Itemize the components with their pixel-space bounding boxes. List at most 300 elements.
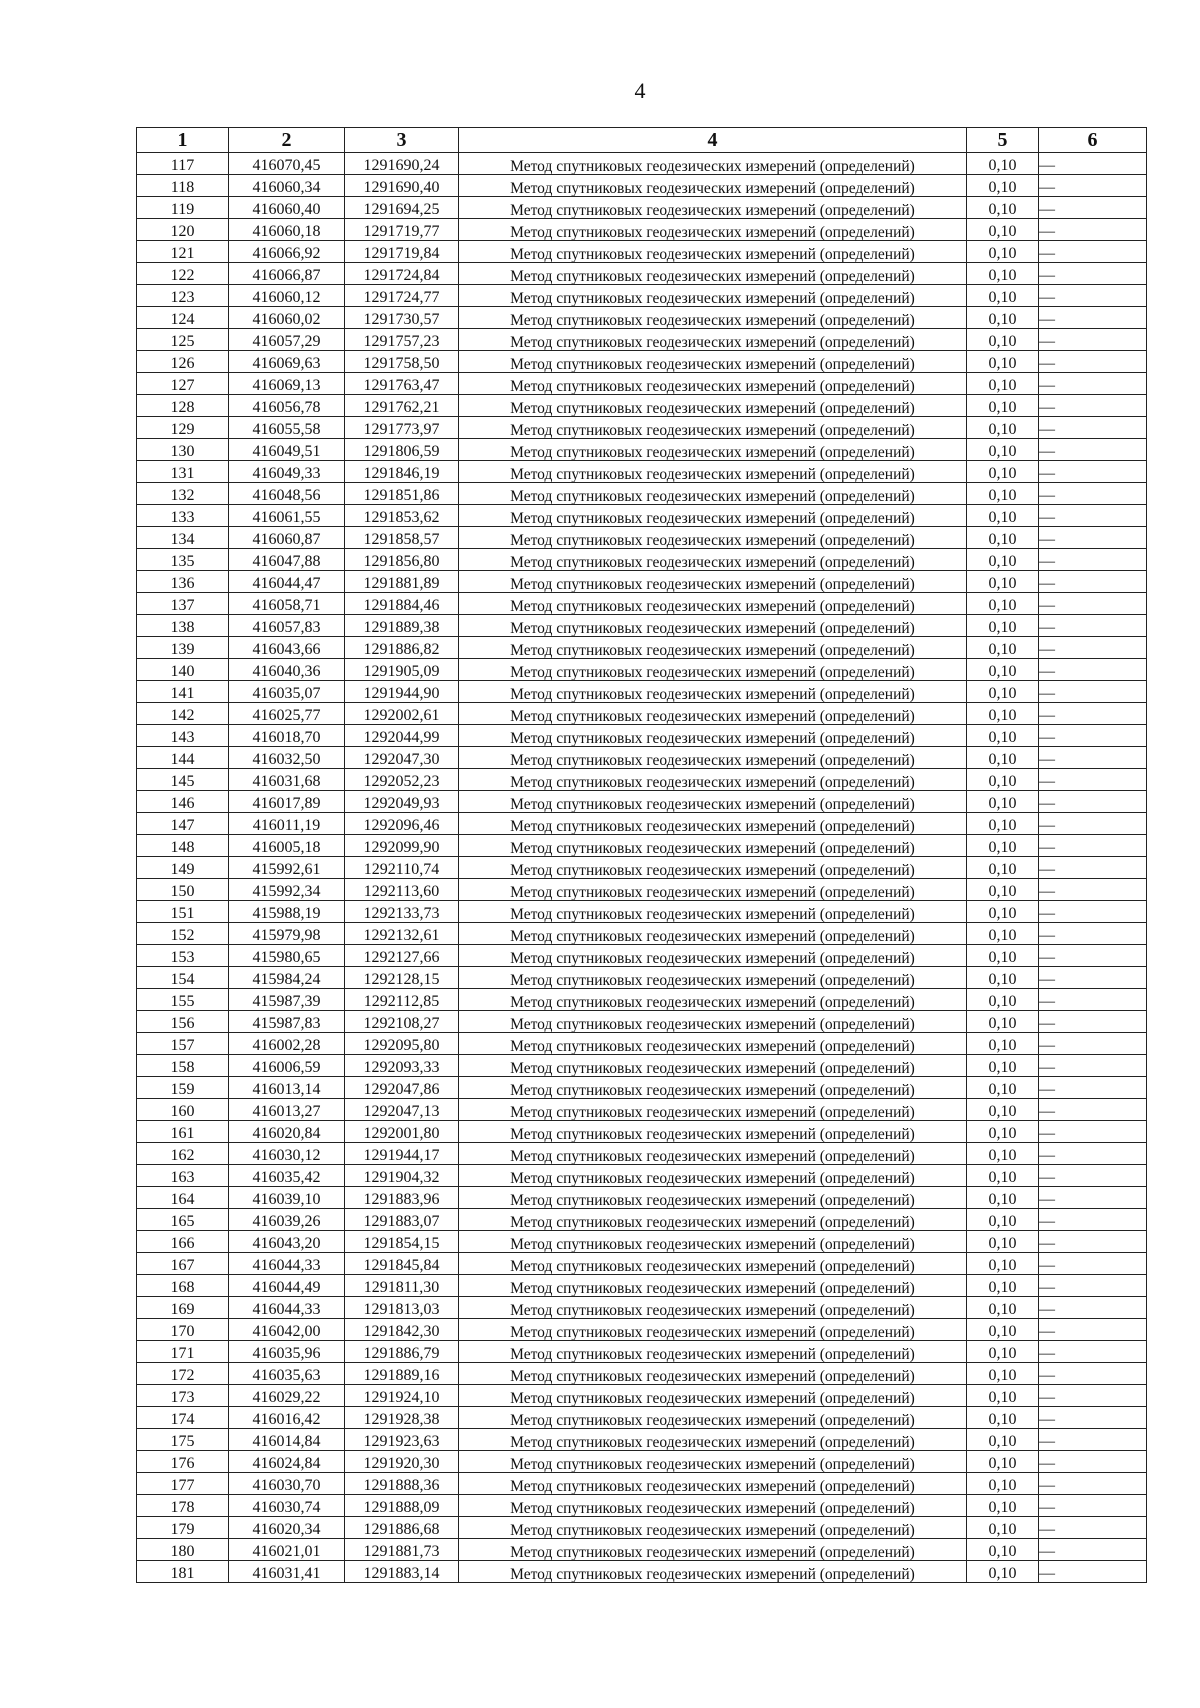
cell-note: — xyxy=(1039,1275,1147,1297)
cell-method: Метод спутниковых геодезических измерений (определений) xyxy=(459,1231,967,1253)
cell-y-coordinate: 1291690,24 xyxy=(345,153,459,175)
cell-method: Метод спутниковых геодезических измерений (определений) xyxy=(459,703,967,725)
cell-method: Метод спутниковых геодезических измерений (определений) xyxy=(459,1209,967,1231)
cell-x-coordinate: 416042,00 xyxy=(229,1319,345,1341)
cell-x-coordinate: 416032,50 xyxy=(229,747,345,769)
cell-note: — xyxy=(1039,879,1147,901)
cell-method: Метод спутниковых геодезических измерений (определений) xyxy=(459,813,967,835)
table-row xyxy=(137,879,1147,901)
header-col-2: 2 xyxy=(229,128,345,153)
cell-point-number: 145 xyxy=(137,769,229,791)
cell-x-coordinate: 416035,42 xyxy=(229,1165,345,1187)
cell-method: Метод спутниковых геодезических измерений (определений) xyxy=(459,1429,967,1451)
cell-method: Метод спутниковых геодезических измерений (определений) xyxy=(459,835,967,857)
cell-note: — xyxy=(1039,725,1147,747)
cell-method: Метод спутниковых геодезических измерений (определений) xyxy=(459,1539,967,1561)
cell-accuracy: 0,10 xyxy=(967,1011,1039,1033)
cell-y-coordinate: 1291858,57 xyxy=(345,527,459,549)
table-row xyxy=(137,439,1147,461)
cell-point-number: 129 xyxy=(137,417,229,439)
cell-x-coordinate: 416035,96 xyxy=(229,1341,345,1363)
cell-point-number: 150 xyxy=(137,879,229,901)
table-row xyxy=(137,197,1147,219)
cell-point-number: 167 xyxy=(137,1253,229,1275)
cell-x-coordinate: 416030,74 xyxy=(229,1495,345,1517)
cell-point-number: 122 xyxy=(137,263,229,285)
table-row xyxy=(137,1209,1147,1231)
cell-accuracy: 0,10 xyxy=(967,1055,1039,1077)
cell-method: Метод спутниковых геодезических измерений (определений) xyxy=(459,967,967,989)
cell-note: — xyxy=(1039,659,1147,681)
cell-method: Метод спутниковых геодезических измерений (определений) xyxy=(459,681,967,703)
cell-x-coordinate: 415992,34 xyxy=(229,879,345,901)
cell-note: — xyxy=(1039,153,1147,175)
cell-x-coordinate: 416044,33 xyxy=(229,1253,345,1275)
header-col-1: 1 xyxy=(137,128,229,153)
cell-point-number: 176 xyxy=(137,1451,229,1473)
cell-note: — xyxy=(1039,901,1147,923)
cell-y-coordinate: 1292093,33 xyxy=(345,1055,459,1077)
cell-method: Метод спутниковых геодезических измерений (определений) xyxy=(459,1495,967,1517)
cell-y-coordinate: 1291881,73 xyxy=(345,1539,459,1561)
table-row xyxy=(137,1539,1147,1561)
cell-method: Метод спутниковых геодезических измерений (определений) xyxy=(459,1451,967,1473)
cell-method: Метод спутниковых геодезических измерений (определений) xyxy=(459,1407,967,1429)
cell-point-number: 141 xyxy=(137,681,229,703)
cell-y-coordinate: 1291886,79 xyxy=(345,1341,459,1363)
cell-accuracy: 0,10 xyxy=(967,1451,1039,1473)
table-row xyxy=(137,1473,1147,1495)
cell-x-coordinate: 416020,34 xyxy=(229,1517,345,1539)
cell-accuracy: 0,10 xyxy=(967,1341,1039,1363)
cell-x-coordinate: 416048,56 xyxy=(229,483,345,505)
table-row xyxy=(137,857,1147,879)
cell-x-coordinate: 415984,24 xyxy=(229,967,345,989)
cell-point-number: 179 xyxy=(137,1517,229,1539)
cell-accuracy: 0,10 xyxy=(967,703,1039,725)
cell-y-coordinate: 1291883,96 xyxy=(345,1187,459,1209)
cell-accuracy: 0,10 xyxy=(967,989,1039,1011)
cell-note: — xyxy=(1039,857,1147,879)
cell-y-coordinate: 1292127,66 xyxy=(345,945,459,967)
cell-y-coordinate: 1291944,90 xyxy=(345,681,459,703)
cell-x-coordinate: 416044,49 xyxy=(229,1275,345,1297)
cell-point-number: 153 xyxy=(137,945,229,967)
cell-method: Метод спутниковых геодезических измерений (определений) xyxy=(459,1363,967,1385)
table-row xyxy=(137,747,1147,769)
cell-note: — xyxy=(1039,1055,1147,1077)
cell-accuracy: 0,10 xyxy=(967,153,1039,175)
cell-x-coordinate: 416017,89 xyxy=(229,791,345,813)
cell-accuracy: 0,10 xyxy=(967,1297,1039,1319)
cell-method: Метод спутниковых геодезических измерений (определений) xyxy=(459,549,967,571)
cell-accuracy: 0,10 xyxy=(967,879,1039,901)
cell-method: Метод спутниковых геодезических измерений (определений) xyxy=(459,1099,967,1121)
cell-x-coordinate: 416057,29 xyxy=(229,329,345,351)
cell-y-coordinate: 1291853,62 xyxy=(345,505,459,527)
cell-point-number: 133 xyxy=(137,505,229,527)
cell-method: Метод спутниковых геодезических измерений (определений) xyxy=(459,725,967,747)
cell-y-coordinate: 1292132,61 xyxy=(345,923,459,945)
cell-point-number: 130 xyxy=(137,439,229,461)
cell-point-number: 119 xyxy=(137,197,229,219)
cell-point-number: 164 xyxy=(137,1187,229,1209)
cell-method: Метод спутниковых геодезических измерений (определений) xyxy=(459,527,967,549)
cell-method: Метод спутниковых геодезических измерений (определений) xyxy=(459,659,967,681)
cell-accuracy: 0,10 xyxy=(967,1385,1039,1407)
cell-y-coordinate: 1291923,63 xyxy=(345,1429,459,1451)
table-row xyxy=(137,395,1147,417)
cell-x-coordinate: 416069,63 xyxy=(229,351,345,373)
cell-note: — xyxy=(1039,329,1147,351)
cell-point-number: 155 xyxy=(137,989,229,1011)
cell-x-coordinate: 416002,28 xyxy=(229,1033,345,1055)
cell-point-number: 120 xyxy=(137,219,229,241)
cell-x-coordinate: 416020,84 xyxy=(229,1121,345,1143)
cell-y-coordinate: 1291845,84 xyxy=(345,1253,459,1275)
cell-x-coordinate: 416014,84 xyxy=(229,1429,345,1451)
cell-y-coordinate: 1291883,14 xyxy=(345,1561,459,1583)
table-row xyxy=(137,681,1147,703)
cell-accuracy: 0,10 xyxy=(967,1209,1039,1231)
table-row xyxy=(137,593,1147,615)
cell-method: Метод спутниковых геодезических измерений (определений) xyxy=(459,593,967,615)
cell-x-coordinate: 416066,87 xyxy=(229,263,345,285)
cell-point-number: 156 xyxy=(137,1011,229,1033)
cell-accuracy: 0,10 xyxy=(967,1363,1039,1385)
cell-x-coordinate: 415987,83 xyxy=(229,1011,345,1033)
cell-accuracy: 0,10 xyxy=(967,813,1039,835)
cell-y-coordinate: 1291724,77 xyxy=(345,285,459,307)
cell-method: Метод спутниковых геодезических измерений (определений) xyxy=(459,1055,967,1077)
cell-point-number: 137 xyxy=(137,593,229,615)
table-row xyxy=(137,1297,1147,1319)
cell-point-number: 139 xyxy=(137,637,229,659)
cell-accuracy: 0,10 xyxy=(967,1077,1039,1099)
table-row xyxy=(137,153,1147,175)
cell-y-coordinate: 1291924,10 xyxy=(345,1385,459,1407)
cell-method: Метод спутниковых геодезических измерений (определений) xyxy=(459,615,967,637)
cell-method: Метод спутниковых геодезических измерений (определений) xyxy=(459,1385,967,1407)
cell-method: Метод спутниковых геодезических измерений (определений) xyxy=(459,197,967,219)
cell-x-coordinate: 416044,33 xyxy=(229,1297,345,1319)
page-number: 4 xyxy=(634,78,646,103)
table-row xyxy=(137,1055,1147,1077)
cell-method: Метод спутниковых геодезических измерений (определений) xyxy=(459,263,967,285)
cell-x-coordinate: 416030,70 xyxy=(229,1473,345,1495)
cell-x-coordinate: 416057,83 xyxy=(229,615,345,637)
cell-method: Метод спутниковых геодезических измерений (определений) xyxy=(459,505,967,527)
cell-y-coordinate: 1291905,09 xyxy=(345,659,459,681)
cell-x-coordinate: 416060,12 xyxy=(229,285,345,307)
table-row xyxy=(137,1429,1147,1451)
cell-accuracy: 0,10 xyxy=(967,175,1039,197)
cell-accuracy: 0,10 xyxy=(967,549,1039,571)
cell-accuracy: 0,10 xyxy=(967,241,1039,263)
cell-point-number: 123 xyxy=(137,285,229,307)
cell-y-coordinate: 1291719,84 xyxy=(345,241,459,263)
cell-method: Метод спутниковых геодезических измерений (определений) xyxy=(459,747,967,769)
cell-x-coordinate: 415980,65 xyxy=(229,945,345,967)
table-row xyxy=(137,1495,1147,1517)
cell-method: Метод спутниковых геодезических измерений (определений) xyxy=(459,1341,967,1363)
cell-accuracy: 0,10 xyxy=(967,483,1039,505)
cell-note: — xyxy=(1039,549,1147,571)
cell-accuracy: 0,10 xyxy=(967,461,1039,483)
table-row xyxy=(137,1253,1147,1275)
cell-y-coordinate: 1291724,84 xyxy=(345,263,459,285)
table-row xyxy=(137,1517,1147,1539)
table-row xyxy=(137,791,1147,813)
cell-method: Метод спутниковых геодезических измерений (определений) xyxy=(459,1253,967,1275)
cell-y-coordinate: 1292001,80 xyxy=(345,1121,459,1143)
table-row xyxy=(137,945,1147,967)
cell-accuracy: 0,10 xyxy=(967,769,1039,791)
cell-accuracy: 0,10 xyxy=(967,263,1039,285)
cell-accuracy: 0,10 xyxy=(967,1143,1039,1165)
cell-note: — xyxy=(1039,1121,1147,1143)
cell-x-coordinate: 416060,87 xyxy=(229,527,345,549)
cell-point-number: 158 xyxy=(137,1055,229,1077)
cell-note: — xyxy=(1039,1451,1147,1473)
cell-x-coordinate: 416066,92 xyxy=(229,241,345,263)
cell-y-coordinate: 1292049,93 xyxy=(345,791,459,813)
table-row xyxy=(137,351,1147,373)
table-row xyxy=(137,813,1147,835)
cell-x-coordinate: 416039,10 xyxy=(229,1187,345,1209)
cell-accuracy: 0,10 xyxy=(967,615,1039,637)
cell-accuracy: 0,10 xyxy=(967,197,1039,219)
cell-note: — xyxy=(1039,1297,1147,1319)
cell-accuracy: 0,10 xyxy=(967,747,1039,769)
table-row xyxy=(137,923,1147,945)
cell-point-number: 143 xyxy=(137,725,229,747)
table-row xyxy=(137,483,1147,505)
cell-note: — xyxy=(1039,483,1147,505)
table-row xyxy=(137,285,1147,307)
cell-accuracy: 0,10 xyxy=(967,1319,1039,1341)
cell-method: Метод спутниковых геодезических измерений (определений) xyxy=(459,1275,967,1297)
cell-method: Метод спутниковых геодезических измерений (определений) xyxy=(459,571,967,593)
table-row xyxy=(137,241,1147,263)
cell-y-coordinate: 1291889,16 xyxy=(345,1363,459,1385)
table-row xyxy=(137,1561,1147,1583)
cell-accuracy: 0,10 xyxy=(967,1407,1039,1429)
cell-method: Метод спутниковых геодезических измерений (определений) xyxy=(459,1077,967,1099)
cell-point-number: 138 xyxy=(137,615,229,637)
cell-x-coordinate: 415988,19 xyxy=(229,901,345,923)
cell-x-coordinate: 416016,42 xyxy=(229,1407,345,1429)
table-row xyxy=(137,703,1147,725)
cell-method: Метод спутниковых геодезических измерений (определений) xyxy=(459,1143,967,1165)
cell-y-coordinate: 1291763,47 xyxy=(345,373,459,395)
cell-method: Метод спутниковых геодезических измерений (определений) xyxy=(459,395,967,417)
cell-y-coordinate: 1292096,46 xyxy=(345,813,459,835)
cell-x-coordinate: 416031,41 xyxy=(229,1561,345,1583)
cell-y-coordinate: 1291944,17 xyxy=(345,1143,459,1165)
cell-note: — xyxy=(1039,813,1147,835)
cell-point-number: 142 xyxy=(137,703,229,725)
cell-y-coordinate: 1291762,21 xyxy=(345,395,459,417)
table-row xyxy=(137,1407,1147,1429)
cell-point-number: 171 xyxy=(137,1341,229,1363)
cell-accuracy: 0,10 xyxy=(967,351,1039,373)
cell-y-coordinate: 1291719,77 xyxy=(345,219,459,241)
cell-accuracy: 0,10 xyxy=(967,1495,1039,1517)
cell-x-coordinate: 416058,71 xyxy=(229,593,345,615)
cell-x-coordinate: 416021,01 xyxy=(229,1539,345,1561)
cell-y-coordinate: 1292133,73 xyxy=(345,901,459,923)
table-row xyxy=(137,989,1147,1011)
table-row xyxy=(137,1033,1147,1055)
cell-x-coordinate: 416061,55 xyxy=(229,505,345,527)
cell-note: — xyxy=(1039,263,1147,285)
cell-x-coordinate: 416006,59 xyxy=(229,1055,345,1077)
cell-accuracy: 0,10 xyxy=(967,505,1039,527)
cell-x-coordinate: 416043,20 xyxy=(229,1231,345,1253)
cell-accuracy: 0,10 xyxy=(967,373,1039,395)
cell-accuracy: 0,10 xyxy=(967,637,1039,659)
cell-note: — xyxy=(1039,1363,1147,1385)
cell-x-coordinate: 416056,78 xyxy=(229,395,345,417)
cell-note: — xyxy=(1039,945,1147,967)
cell-point-number: 157 xyxy=(137,1033,229,1055)
table-row xyxy=(137,219,1147,241)
cell-method: Метод спутниковых геодезических измерений (определений) xyxy=(459,637,967,659)
cell-point-number: 181 xyxy=(137,1561,229,1583)
cell-method: Метод спутниковых геодезических измерений (определений) xyxy=(459,1517,967,1539)
cell-x-coordinate: 416060,18 xyxy=(229,219,345,241)
cell-point-number: 121 xyxy=(137,241,229,263)
cell-note: — xyxy=(1039,1143,1147,1165)
cell-method: Метод спутниковых геодезических измерений (определений) xyxy=(459,307,967,329)
cell-accuracy: 0,10 xyxy=(967,1275,1039,1297)
cell-point-number: 163 xyxy=(137,1165,229,1187)
cell-x-coordinate: 416060,34 xyxy=(229,175,345,197)
cell-y-coordinate: 1291851,86 xyxy=(345,483,459,505)
cell-y-coordinate: 1291888,09 xyxy=(345,1495,459,1517)
table-row xyxy=(137,263,1147,285)
cell-method: Метод спутниковых геодезических измерений (определений) xyxy=(459,417,967,439)
cell-method: Метод спутниковых геодезических измерений (определений) xyxy=(459,483,967,505)
cell-x-coordinate: 415987,39 xyxy=(229,989,345,1011)
cell-method: Метод спутниковых геодезических измерений (определений) xyxy=(459,219,967,241)
cell-point-number: 174 xyxy=(137,1407,229,1429)
cell-point-number: 135 xyxy=(137,549,229,571)
cell-x-coordinate: 416035,07 xyxy=(229,681,345,703)
cell-x-coordinate: 416013,27 xyxy=(229,1099,345,1121)
cell-point-number: 177 xyxy=(137,1473,229,1495)
cell-method: Метод спутниковых геодезических измерений (определений) xyxy=(459,945,967,967)
cell-x-coordinate: 416024,84 xyxy=(229,1451,345,1473)
cell-point-number: 159 xyxy=(137,1077,229,1099)
table-row xyxy=(137,835,1147,857)
cell-accuracy: 0,10 xyxy=(967,1473,1039,1495)
cell-note: — xyxy=(1039,1011,1147,1033)
cell-note: — xyxy=(1039,791,1147,813)
cell-point-number: 169 xyxy=(137,1297,229,1319)
cell-point-number: 117 xyxy=(137,153,229,175)
cell-point-number: 166 xyxy=(137,1231,229,1253)
cell-y-coordinate: 1291904,32 xyxy=(345,1165,459,1187)
cell-accuracy: 0,10 xyxy=(967,527,1039,549)
cell-note: — xyxy=(1039,967,1147,989)
cell-accuracy: 0,10 xyxy=(967,1253,1039,1275)
cell-point-number: 127 xyxy=(137,373,229,395)
cell-accuracy: 0,10 xyxy=(967,923,1039,945)
table-row xyxy=(137,1231,1147,1253)
cell-point-number: 146 xyxy=(137,791,229,813)
header-col-5: 5 xyxy=(967,128,1039,153)
cell-accuracy: 0,10 xyxy=(967,659,1039,681)
cell-accuracy: 0,10 xyxy=(967,1429,1039,1451)
cell-x-coordinate: 416013,14 xyxy=(229,1077,345,1099)
cell-method: Метод спутниковых геодезических измерений (определений) xyxy=(459,153,967,175)
cell-method: Метод спутниковых геодезических измерений (определений) xyxy=(459,1011,967,1033)
cell-y-coordinate: 1292110,74 xyxy=(345,857,459,879)
cell-y-coordinate: 1291886,68 xyxy=(345,1517,459,1539)
cell-note: — xyxy=(1039,1385,1147,1407)
cell-point-number: 132 xyxy=(137,483,229,505)
cell-y-coordinate: 1291881,89 xyxy=(345,571,459,593)
cell-accuracy: 0,10 xyxy=(967,835,1039,857)
cell-note: — xyxy=(1039,1341,1147,1363)
cell-point-number: 160 xyxy=(137,1099,229,1121)
table-row xyxy=(137,1165,1147,1187)
cell-method: Метод спутниковых геодезических измерений (определений) xyxy=(459,1121,967,1143)
cell-note: — xyxy=(1039,307,1147,329)
cell-point-number: 148 xyxy=(137,835,229,857)
cell-method: Метод спутниковых геодезических измерений (определений) xyxy=(459,901,967,923)
cell-point-number: 131 xyxy=(137,461,229,483)
cell-point-number: 165 xyxy=(137,1209,229,1231)
cell-accuracy: 0,10 xyxy=(967,571,1039,593)
cell-point-number: 152 xyxy=(137,923,229,945)
table-row xyxy=(137,725,1147,747)
table-row xyxy=(137,307,1147,329)
cell-point-number: 151 xyxy=(137,901,229,923)
cell-note: — xyxy=(1039,439,1147,461)
cell-method: Метод спутниковых геодезических измерений (определений) xyxy=(459,175,967,197)
cell-y-coordinate: 1292047,13 xyxy=(345,1099,459,1121)
cell-method: Метод спутниковых геодезических измерений (определений) xyxy=(459,351,967,373)
cell-x-coordinate: 415992,61 xyxy=(229,857,345,879)
cell-accuracy: 0,10 xyxy=(967,945,1039,967)
table-row xyxy=(137,1275,1147,1297)
cell-note: — xyxy=(1039,241,1147,263)
cell-method: Метод спутниковых геодезических измерений (определений) xyxy=(459,1187,967,1209)
cell-x-coordinate: 416039,26 xyxy=(229,1209,345,1231)
cell-x-coordinate: 416043,66 xyxy=(229,637,345,659)
cell-y-coordinate: 1292002,61 xyxy=(345,703,459,725)
cell-note: — xyxy=(1039,1099,1147,1121)
table-row xyxy=(137,1319,1147,1341)
cell-method: Метод спутниковых геодезических измерений (определений) xyxy=(459,923,967,945)
cell-accuracy: 0,10 xyxy=(967,681,1039,703)
cell-y-coordinate: 1291920,30 xyxy=(345,1451,459,1473)
cell-note: — xyxy=(1039,1517,1147,1539)
cell-y-coordinate: 1291757,23 xyxy=(345,329,459,351)
cell-point-number: 136 xyxy=(137,571,229,593)
table-row xyxy=(137,505,1147,527)
cell-note: — xyxy=(1039,681,1147,703)
cell-accuracy: 0,10 xyxy=(967,593,1039,615)
cell-x-coordinate: 416025,77 xyxy=(229,703,345,725)
cell-y-coordinate: 1291758,50 xyxy=(345,351,459,373)
cell-point-number: 147 xyxy=(137,813,229,835)
table-row xyxy=(137,1363,1147,1385)
cell-accuracy: 0,10 xyxy=(967,857,1039,879)
